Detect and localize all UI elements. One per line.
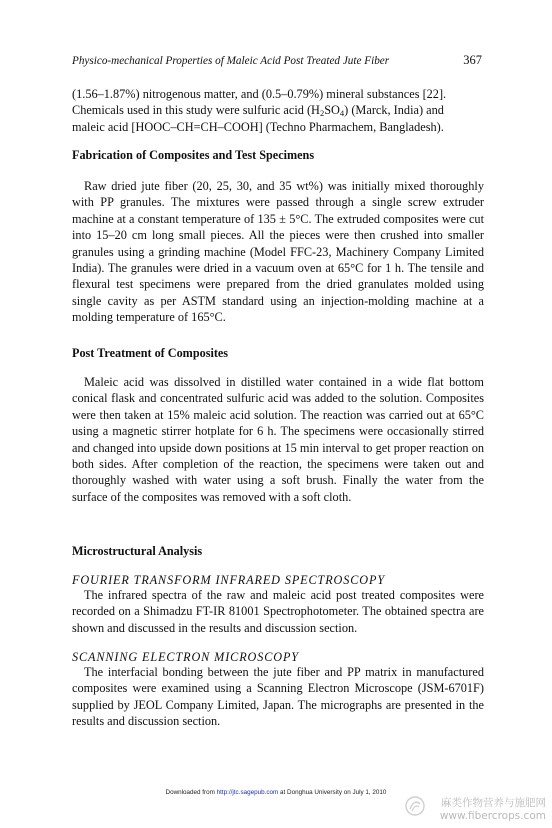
intro-paragraph — [72, 86, 484, 135]
download-footer: Downloaded from http://jtc.sagepub.com at Donghua University on July 1, 2010 — [165, 789, 387, 796]
watermark-line-2: www.fibercrops.com — [439, 810, 546, 822]
sem-paragraph: The interfacial bonding between the jute fiber and PP matrix in manufactured composites were examined using a Scanning Electron Microscope (JSM-6701F) supplied by JEOL Company Limited, Japan. The micrographs are presented in the results and discussion section. — [72, 665, 484, 729]
ftir-paragraph: The infrared spectra of the raw and maleic acid post treated composites were recorded on a Shimadzu FT-IR 81001 Spectrophotometer. The obtained spectra are shown and discussed in the results and discussion section. — [72, 588, 484, 635]
intro-line-1: (1.56–1.87%) nitrogenous matter, and (0.5–0.79%) mineral substances [22]. — [72, 87, 447, 101]
running-title: Physico-mechanical Properties of Maleic Acid Post Treated Jute Fiber — [72, 55, 390, 67]
section-heading-post-treatment: Post Treatment of Composites — [72, 346, 229, 360]
page-number: 367 — [463, 53, 482, 67]
section-heading-fabrication: Fabrication of Composites and Test Specimens — [72, 148, 315, 162]
intro-line-2: Chemicals used in this study were sulfuric acid $(H_2SO_4)$ (Marck, India) and — [72, 103, 444, 119]
watermark-text — [406, 797, 546, 823]
post-treatment-paragraph: Maleic acid was dissolved in distilled water contained in a wide flat bottom conical flask and concentrated sulfuric acid was added to the solution. Composites were then taken at 15% maleic acid solution. The reaction was carried out at 65°C using a magnetic stirrer hotplate for 6 h. The specimens were occasionally stirred and changed into upside down positions at 15 min interval to get proper reaction on both sides. After completion of the reaction, the specimens were taken out and thoroughly washed with water using a soft brush. Finally the water from the surface of the composites was removed with a soft cloth. — [72, 375, 484, 504]
watermark-line-1: 麻类作物营养与施肥网 — [441, 797, 546, 809]
fabrication-paragraph: Raw dried jute fiber (20, 25, 30, and 35 wt%) was initially mixed thoroughly with PP granules. The mixtures were passed through a single screw extruder machine at a constant temperature of 135 ± 5°C. The extruded composites were cut into 15–20 cm long small pieces. All the pieces were then crushed into smaller granules using a grinding machine (Model FFC-23, Machinery Company Limited India). The granules were dried in a vacuum oven at 65°C for 1 h. The tensile and flexural test specimens were prepared from the dried granulates molded using single cavity as per ASTM standard using an injection-molding machine at a molding temperature of 165°C. — [72, 179, 484, 325]
intro-line-3: maleic acid [HOOC–CH=CH–COOH] (Techno Pharmachem, Bangladesh). — [72, 119, 444, 134]
subsection-heading-sem: SCANNING ELECTRON MICROSCOPY — [72, 650, 299, 664]
subsection-heading-ftir: FOURIER TRANSFORM INFRARED SPECTROSCOPY — [72, 573, 386, 587]
section-heading-microstructural: Microstructural Analysis — [72, 544, 203, 558]
journal-link[interactable]: http://jtc.sagepub.com — [216, 789, 279, 796]
